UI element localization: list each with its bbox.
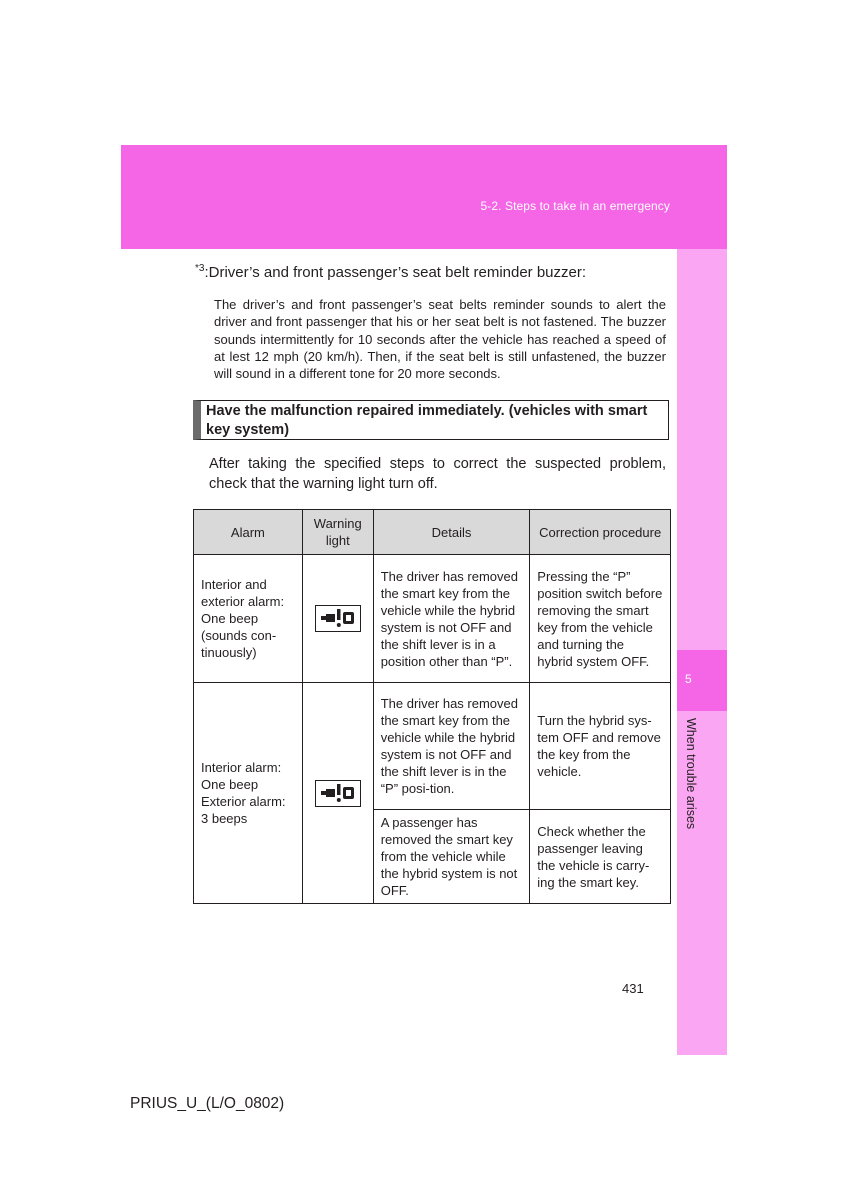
document-code: PRIUS_U_(L/O_0802) (130, 1095, 285, 1112)
chapter-title-vertical: When trouble arises (684, 718, 698, 830)
footnote-marker: *3 (195, 263, 205, 274)
details-cell: The driver has removed the smart key from the vehicle while the hybrid system is not OFF and the shift lever is in the “P” posi-tion. (373, 683, 530, 810)
alarm-cell: Interior alarm: One beep Exterior alarm: 3 beeps (194, 683, 303, 904)
chapter-number: 5 (685, 672, 692, 686)
alarm-table (193, 509, 671, 904)
table-header-row (194, 510, 671, 555)
header-details: Details (373, 510, 530, 555)
table-row (194, 555, 671, 683)
warning-light-cell (302, 555, 373, 683)
details-cell: A passenger has removed the smart key from the vehicle while the hybrid system is not OFF. (373, 810, 530, 904)
header-warning-light: Warning light (302, 510, 373, 555)
alarm-cell: Interior and exterior alarm: One beep (sounds con-tinuously) (194, 555, 303, 683)
footnote-body: The driver’s and front passenger’s seat belts reminder sounds to alert the driver and front passenger that his or her seat belt is not fastened. The buzzer sounds intermittently for 10 seconds after the vehicle has reached a speed of at lest 12 mph (20 km/h). Then, if the seat belt is still unfastened, the buzzer will sound in a different tone for 20 more seconds. (214, 297, 666, 382)
chapter-number-tab (677, 650, 727, 711)
details-cell: The driver has removed the smart key from the vehicle while the hybrid system is not OFF and the shift lever is in a position other than “P”. (373, 555, 530, 683)
footnote-heading (195, 264, 586, 281)
section-title: 5-2. Steps to take in an emergency (480, 199, 670, 213)
footnote-title: :Driver’s and front passenger’s seat belt reminder buzzer: (204, 264, 587, 281)
warning-light-cell (302, 683, 373, 904)
header-correction: Correction procedure (530, 510, 671, 555)
correction-cell: Pressing the “P” position switch before removing the smart key from the vehicle and turning the hybrid system OFF. (530, 555, 671, 683)
page-number: 431 (622, 981, 644, 996)
smart-key-warning-icon (315, 605, 361, 632)
header-alarm: Alarm (194, 510, 303, 555)
correction-cell: Check whether the passenger leaving the vehicle is carry-ing the smart key. (530, 810, 671, 904)
correction-cell: Turn the hybrid sys-tem OFF and remove the key from the vehicle. (530, 683, 671, 810)
malfunction-warning-box: Have the malfunction repaired immediately. (vehicles with smart key system) (193, 400, 669, 440)
intro-paragraph: After taking the specified steps to correct the suspected problem, check that the warning light turn off. (209, 456, 666, 492)
table-row (194, 683, 671, 810)
section-header-band (121, 145, 727, 249)
smart-key-warning-icon (315, 780, 361, 807)
